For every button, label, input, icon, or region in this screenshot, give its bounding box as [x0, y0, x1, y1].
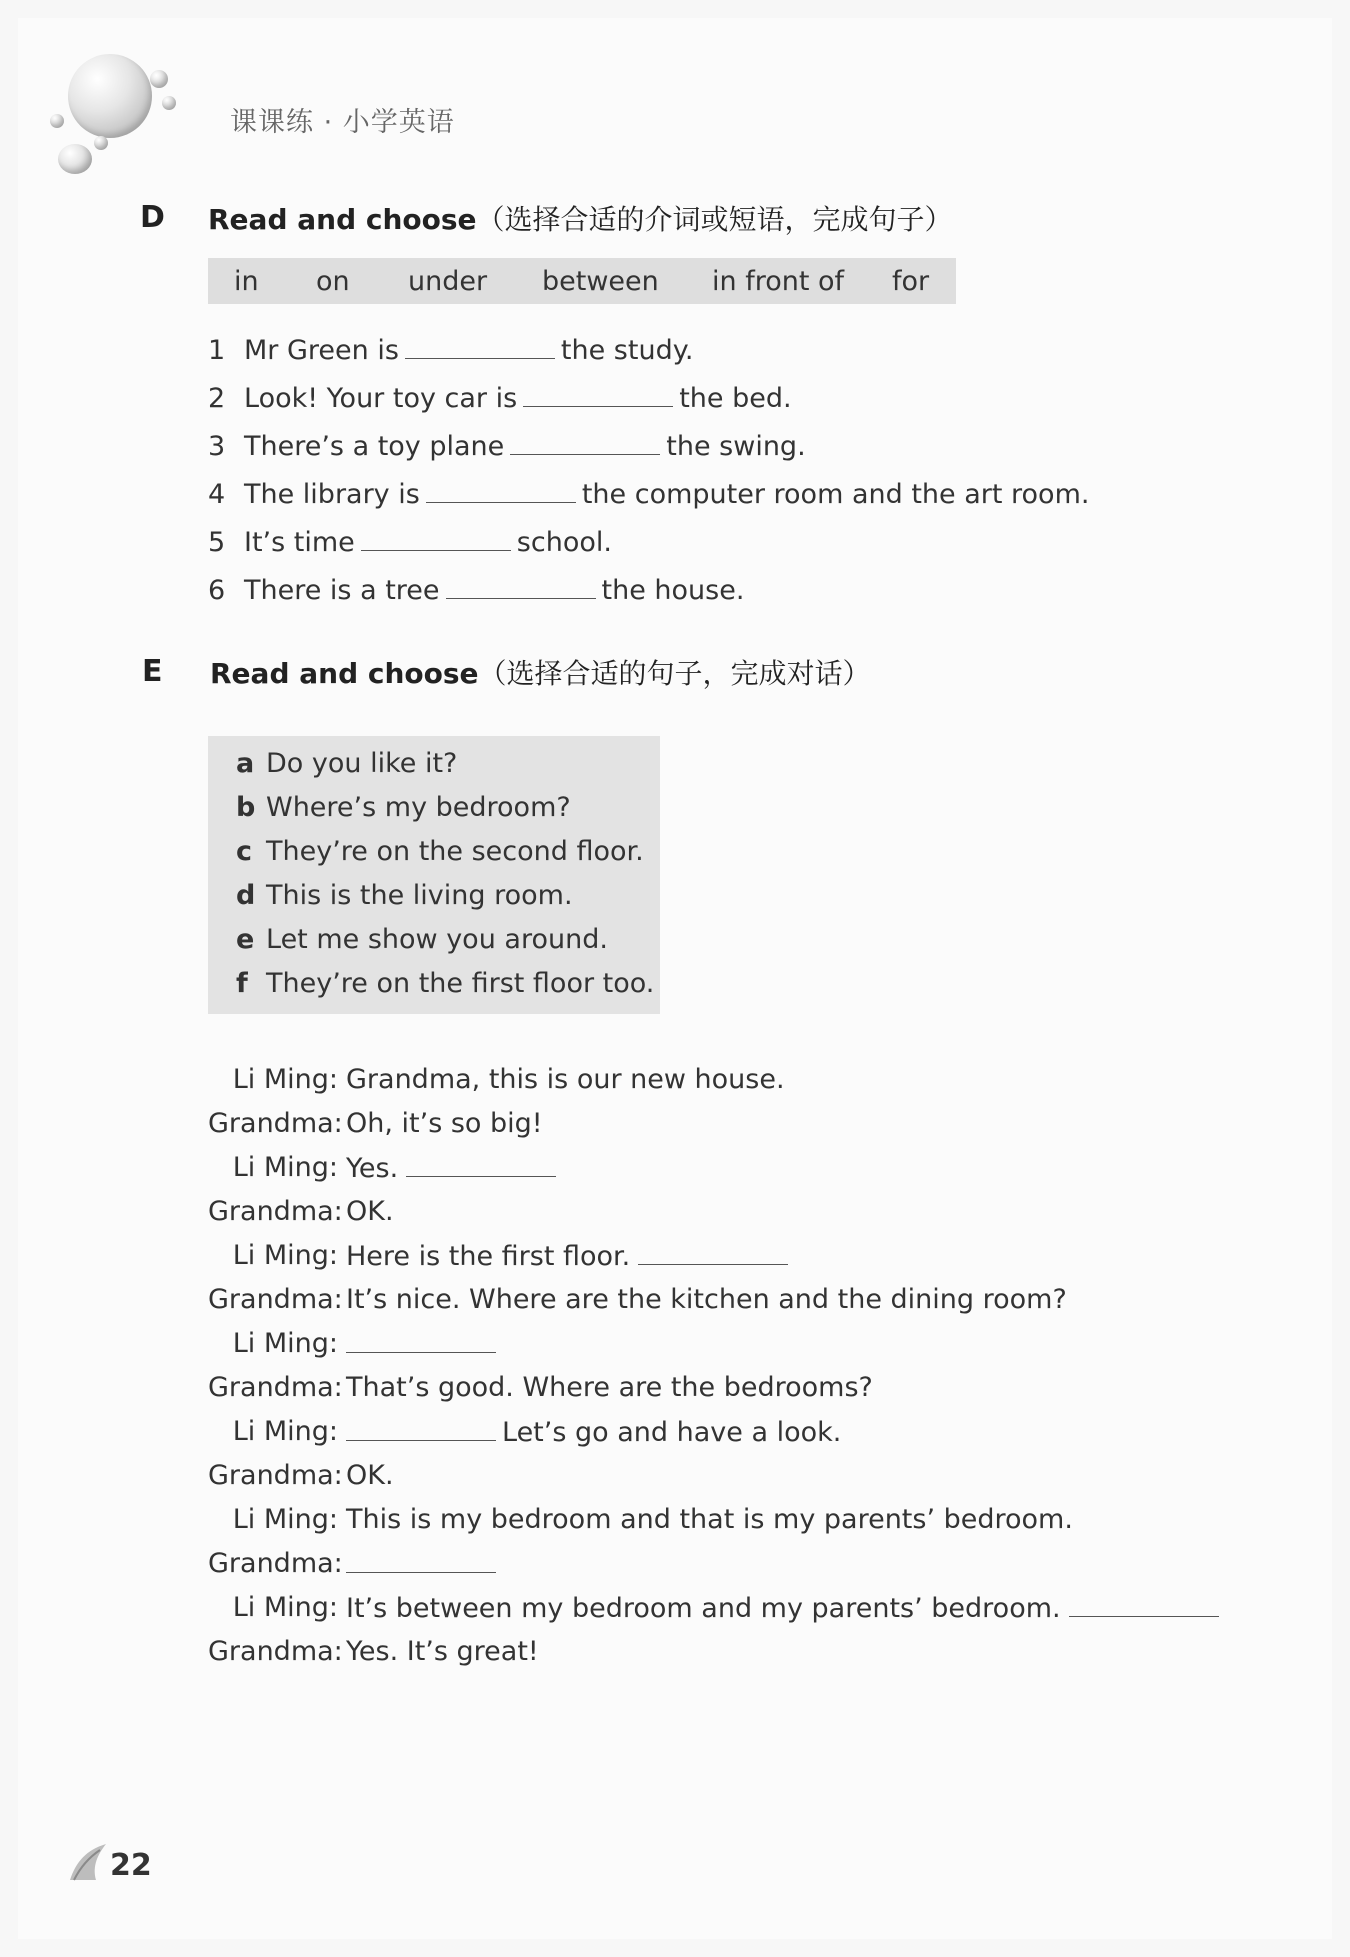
option-key: d — [236, 880, 256, 911]
option-key: a — [236, 748, 255, 779]
leaf-icon — [66, 1840, 112, 1884]
word-bank-item: in front of — [712, 266, 845, 297]
answer-blank[interactable] — [638, 1240, 788, 1265]
option-text: They’re on the first floor too. — [266, 968, 655, 999]
page-number: 22 — [110, 1848, 152, 1883]
question-number: 2 — [208, 383, 226, 414]
dialogue-speaker: Grandma: — [208, 1548, 343, 1579]
section-e-title-cn: （选择合适的句子，完成对话） — [478, 657, 871, 690]
dialogue-speaker: Grandma: — [208, 1372, 343, 1403]
dialogue-speaker: Grandma: — [208, 1284, 343, 1315]
answer-blank[interactable] — [406, 1152, 556, 1177]
question-after: the bed. — [679, 383, 792, 414]
dialogue-text: Here is the first floor. — [346, 1241, 631, 1272]
option-key: b — [236, 792, 256, 823]
dialogue-speaker: Li Ming: — [232, 1504, 338, 1535]
option-item — [236, 836, 644, 867]
option-text: This is the living room. — [266, 880, 573, 911]
dialogue-line — [346, 1416, 841, 1448]
answer-blank[interactable] — [346, 1416, 496, 1441]
answer-blank[interactable] — [405, 334, 555, 359]
options-box — [208, 736, 660, 1014]
dialogue-speaker: Grandma: — [208, 1460, 343, 1491]
dialogue-text: This is my bedroom and that is my parents’ bedroom. — [346, 1504, 1073, 1535]
answer-blank[interactable] — [446, 574, 596, 599]
dialogue-text: Grandma, this is our new house. — [346, 1064, 785, 1095]
dialogue-line — [346, 1548, 502, 1580]
bubbles-decoration-icon — [50, 50, 190, 180]
dialogue-speaker: Li Ming: — [232, 1240, 338, 1271]
dialogue-speaker: Li Ming: — [232, 1064, 338, 1095]
question-before: There is a tree — [244, 575, 440, 606]
option-text: Let me show you around. — [266, 924, 608, 955]
header-title: 课课练 · 小学英语 — [230, 107, 455, 138]
answer-blank[interactable] — [523, 382, 673, 407]
question-number: 6 — [208, 575, 226, 606]
question-after: the study. — [560, 335, 694, 366]
section-e-title-en: Read and choose — [210, 657, 479, 690]
section-e-letter: E — [142, 654, 163, 689]
question-number: 1 — [208, 335, 226, 366]
dialogue-text: OK. — [346, 1460, 394, 1491]
word-bank — [208, 258, 956, 304]
question-after: the computer room and the art room. — [581, 479, 1090, 510]
question-after: the house. — [601, 575, 745, 606]
dialogue-speaker: Grandma: — [208, 1108, 343, 1139]
dialogue-line — [346, 1504, 1073, 1535]
option-key: e — [236, 924, 255, 955]
dialogue-line — [346, 1064, 785, 1095]
dialogue-text: OK. — [346, 1196, 394, 1227]
question-before: Mr Green is — [244, 335, 399, 366]
answer-blank[interactable] — [510, 430, 660, 455]
section-d-title — [208, 198, 953, 238]
section-d-title-cn: （选择合适的介词或短语，完成句子） — [476, 203, 953, 236]
question-item — [208, 430, 806, 462]
dialogue-text: Yes. It’s great! — [346, 1636, 539, 1667]
question-number: 5 — [208, 527, 226, 558]
dialogue-line — [346, 1460, 394, 1491]
question-before: Look! Your toy car is — [244, 383, 518, 414]
answer-blank[interactable] — [346, 1548, 496, 1573]
dialogue-line — [346, 1152, 562, 1184]
dialogue-line — [346, 1328, 502, 1360]
answer-blank[interactable] — [346, 1328, 496, 1353]
option-item — [236, 924, 608, 955]
question-before: The library is — [244, 479, 420, 510]
dialogue-speaker: Li Ming: — [232, 1592, 338, 1623]
option-text: Do you like it? — [266, 748, 458, 779]
dialogue-line — [346, 1196, 394, 1227]
answer-blank[interactable] — [426, 478, 576, 503]
question-item — [208, 574, 744, 606]
option-item — [236, 968, 654, 999]
dialogue-text: That’s good. Where are the bedrooms? — [346, 1372, 873, 1403]
question-number: 3 — [208, 431, 226, 462]
question-number: 4 — [208, 479, 226, 510]
dialogue-line — [346, 1284, 1067, 1315]
dialogue-line — [346, 1592, 1225, 1624]
dialogue-text: Yes. — [346, 1153, 399, 1184]
word-bank-item: for — [892, 266, 930, 297]
option-item — [236, 748, 457, 779]
question-after: the swing. — [666, 431, 806, 462]
dialogue-speaker: Li Ming: — [232, 1416, 338, 1447]
dialogue-speaker: Li Ming: — [232, 1328, 338, 1359]
option-key: f — [236, 968, 248, 999]
dialogue-line — [346, 1372, 873, 1403]
section-e-title — [210, 652, 871, 692]
dialogue-line — [346, 1240, 794, 1272]
dialogue-text: It’s between my bedroom and my parents’ bedroom. — [346, 1593, 1061, 1624]
word-bank-item: under — [408, 266, 488, 297]
section-d-letter: D — [140, 200, 165, 235]
dialogue-speaker: Grandma: — [208, 1196, 343, 1227]
option-key: c — [236, 836, 253, 867]
answer-blank[interactable] — [1069, 1592, 1219, 1617]
option-text: They’re on the second floor. — [266, 836, 644, 867]
word-bank-item: on — [316, 266, 350, 297]
question-item — [208, 334, 693, 366]
question-item — [208, 526, 612, 558]
dialogue-text: Oh, it’s so big! — [346, 1108, 543, 1139]
answer-blank[interactable] — [361, 526, 511, 551]
question-item — [208, 382, 792, 414]
dialogue-speaker: Li Ming: — [232, 1152, 338, 1183]
word-bank-item: between — [542, 266, 659, 297]
question-before: There’s a toy plane — [244, 431, 505, 462]
dialogue-text-after: Let’s go and have a look. — [502, 1417, 842, 1448]
question-before: It’s time — [244, 527, 355, 558]
dialogue-line — [346, 1108, 543, 1139]
question-after: school. — [516, 527, 612, 558]
option-text: Where’s my bedroom? — [266, 792, 571, 823]
option-item — [236, 880, 573, 911]
dialogue-speaker: Grandma: — [208, 1636, 343, 1667]
section-d-title-en: Read and choose — [208, 203, 477, 236]
question-item — [208, 478, 1089, 510]
word-bank-item: in — [234, 266, 259, 297]
dialogue-text: It’s nice. Where are the kitchen and the dining room? — [346, 1284, 1067, 1315]
option-item — [236, 792, 571, 823]
dialogue-line — [346, 1636, 539, 1667]
